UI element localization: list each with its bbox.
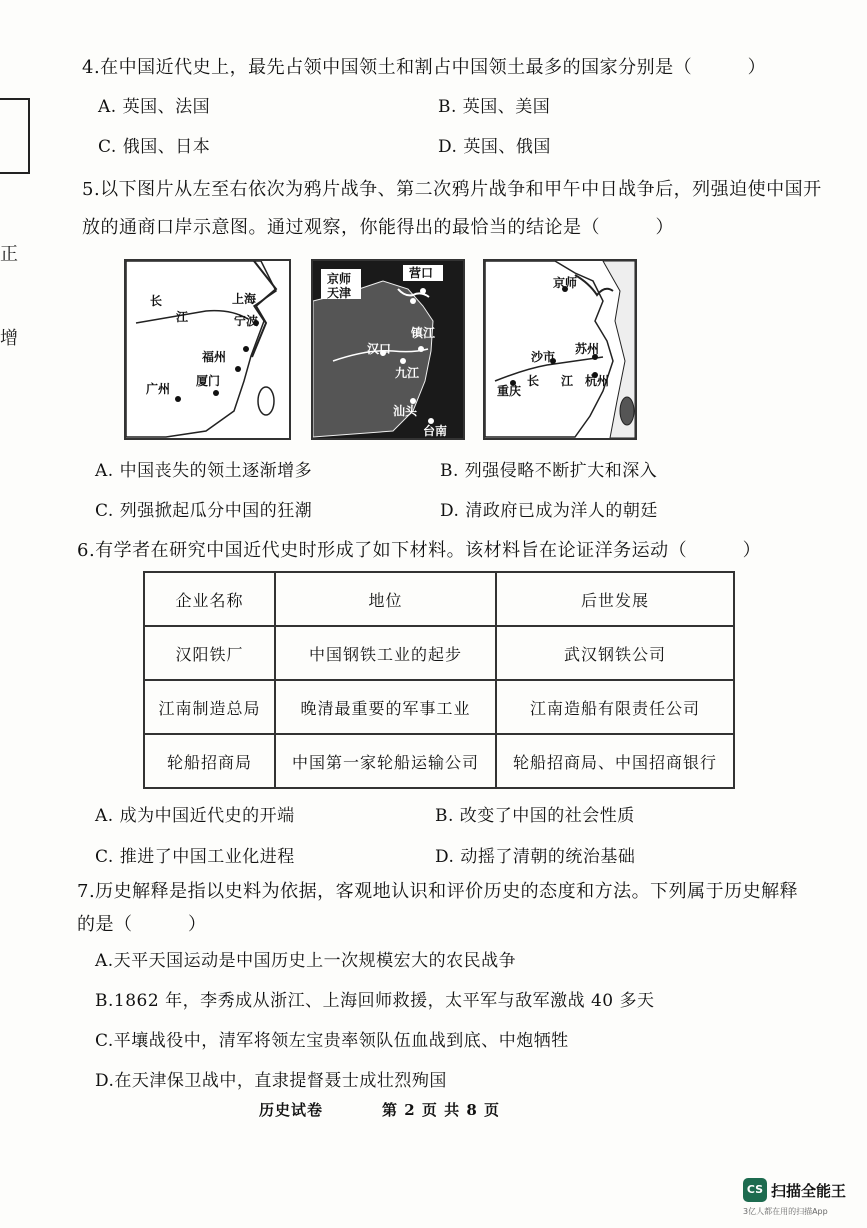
map2-label: 台南 (423, 424, 448, 438)
footer-subject: 历史试卷 (259, 1101, 324, 1119)
scanner-logo-icon: CS (743, 1178, 767, 1202)
q7-option-a: A.天平天国运动是中国历史上一次规模宏大的农民战争 (95, 951, 517, 971)
table-cell: 轮船招商局 (144, 734, 275, 788)
map2-label: 京师 (327, 272, 352, 286)
table-row (144, 734, 734, 788)
scanner-watermark (743, 1178, 853, 1222)
map3-label: 杭州 (585, 374, 610, 388)
q7-stem-line1: 7.历史解释是指以史料为依据，客观地认识和评价历史的态度和方法。下列属于历史解释 (77, 881, 799, 902)
table-row (144, 626, 734, 680)
q4-option-c: C. 俄国、日本 (98, 137, 211, 157)
map3-label: 江 (561, 374, 574, 388)
footer-page-number: 第 2 页 共 8 页 (382, 1101, 500, 1119)
map2-label: 汉口 (367, 342, 392, 356)
q5-option-c: C. 列强掀起瓜分中国的狂潮 (95, 501, 313, 521)
edge-char: 正 (0, 244, 18, 265)
table-cell: 中国第一家轮船运输公司 (275, 734, 496, 788)
table-cell: 轮船招商局、中国招商银行 (496, 734, 734, 788)
map3-label: 重庆 (497, 384, 522, 398)
map-sino-japanese-war-graphic (485, 261, 635, 438)
q5-option-b: B. 列强侵略不断扩大和深入 (440, 461, 658, 481)
table-header-cell: 后世发展 (496, 572, 734, 626)
table-header-cell: 地位 (275, 572, 496, 626)
q7-option-b: B.1862 年，李秀成从浙江、上海回师救援，太平军与敌军激战 40 多天 (95, 991, 655, 1011)
map2-label: 九江 (395, 366, 420, 380)
map3-label: 沙市 (531, 350, 556, 364)
edge-char: 增 (0, 328, 18, 349)
table-cell: 江南制造总局 (144, 680, 275, 734)
table-cell: 汉阳铁厂 (144, 626, 275, 680)
map1-label: 福州 (202, 350, 227, 364)
map1-label: 宁波 (234, 314, 259, 328)
q4-option-d: D. 英国、俄国 (438, 137, 551, 157)
map-second-opium-war-graphic (313, 261, 463, 438)
table-header-cell: 企业名称 (144, 572, 275, 626)
table-cell: 江南造船有限责任公司 (496, 680, 734, 734)
table-cell: 晚清最重要的军事工业 (275, 680, 496, 734)
map1-label: 广州 (146, 382, 171, 396)
q6-option-c: C. 推进了中国工业化进程 (95, 847, 295, 867)
q6-option-a: A. 成为中国近代史的开端 (95, 806, 295, 826)
table-cell: 武汉钢铁公司 (496, 626, 734, 680)
map-opium-war-graphic (126, 261, 289, 438)
q6-stem: 6.有学者在研究中国近代史时形成了如下材料。该材料旨在论证洋务运动（ ） (77, 540, 762, 561)
left-margin-box (0, 98, 30, 174)
map1-label: 长 (150, 294, 163, 308)
table-row (144, 680, 734, 734)
q5-option-a: A. 中国丧失的领土逐渐增多 (95, 461, 313, 481)
map3-label: 苏州 (575, 342, 600, 356)
map-second-opium-war (311, 259, 465, 440)
q5-option-d: D. 清政府已成为洋人的朝廷 (440, 501, 658, 521)
map3-label: 京师 (553, 276, 578, 290)
q7-option-c: C.平壤战役中，清军将领左宝贵率领队伍血战到底、中炮牺牲 (95, 1031, 569, 1051)
q5-stem-line1: 5.以下图片从左至右依次为鸦片战争、第二次鸦片战争和甲午中日战争后，列强迫使中国开 (82, 179, 822, 200)
map1-label: 厦门 (196, 374, 221, 388)
table-header-row (144, 572, 734, 626)
map-opium-war (124, 259, 291, 440)
map1-label: 上海 (232, 292, 257, 306)
q6-option-b: B. 改变了中国的社会性质 (435, 806, 635, 826)
q6-table (143, 571, 735, 789)
q7-stem-line2: 的是（ ） (77, 914, 207, 935)
table-cell: 中国钢铁工业的起步 (275, 626, 496, 680)
q6-option-d: D. 动摇了清朝的统治基础 (435, 847, 636, 867)
q4-option-a: A. 英国、法国 (98, 97, 211, 117)
q7-option-d: D.在天津保卫战中，直隶提督聂士成壮烈殉国 (95, 1071, 447, 1091)
scanner-tagline: 3亿人都在用的扫描App (743, 1207, 828, 1216)
map2-label: 汕头 (393, 404, 418, 418)
q4-option-b: B. 英国、美国 (438, 97, 551, 117)
q5-stem-line2: 放的通商口岸示意图。通过观察，你能得出的最恰当的结论是（ ） (82, 217, 674, 238)
map2-label: 天津 (327, 286, 352, 300)
map-sino-japanese-war (483, 259, 637, 440)
map2-label: 营口 (409, 266, 434, 280)
map1-label: 江 (176, 310, 189, 324)
map3-label: 长 (527, 374, 540, 388)
q4-stem: 4.在中国近代史上，最先占领中国领土和割占中国领土最多的国家分别是（ ） (82, 57, 767, 78)
scanner-app-name: 扫描全能王 (771, 1182, 847, 1200)
map2-label: 镇江 (411, 326, 436, 340)
